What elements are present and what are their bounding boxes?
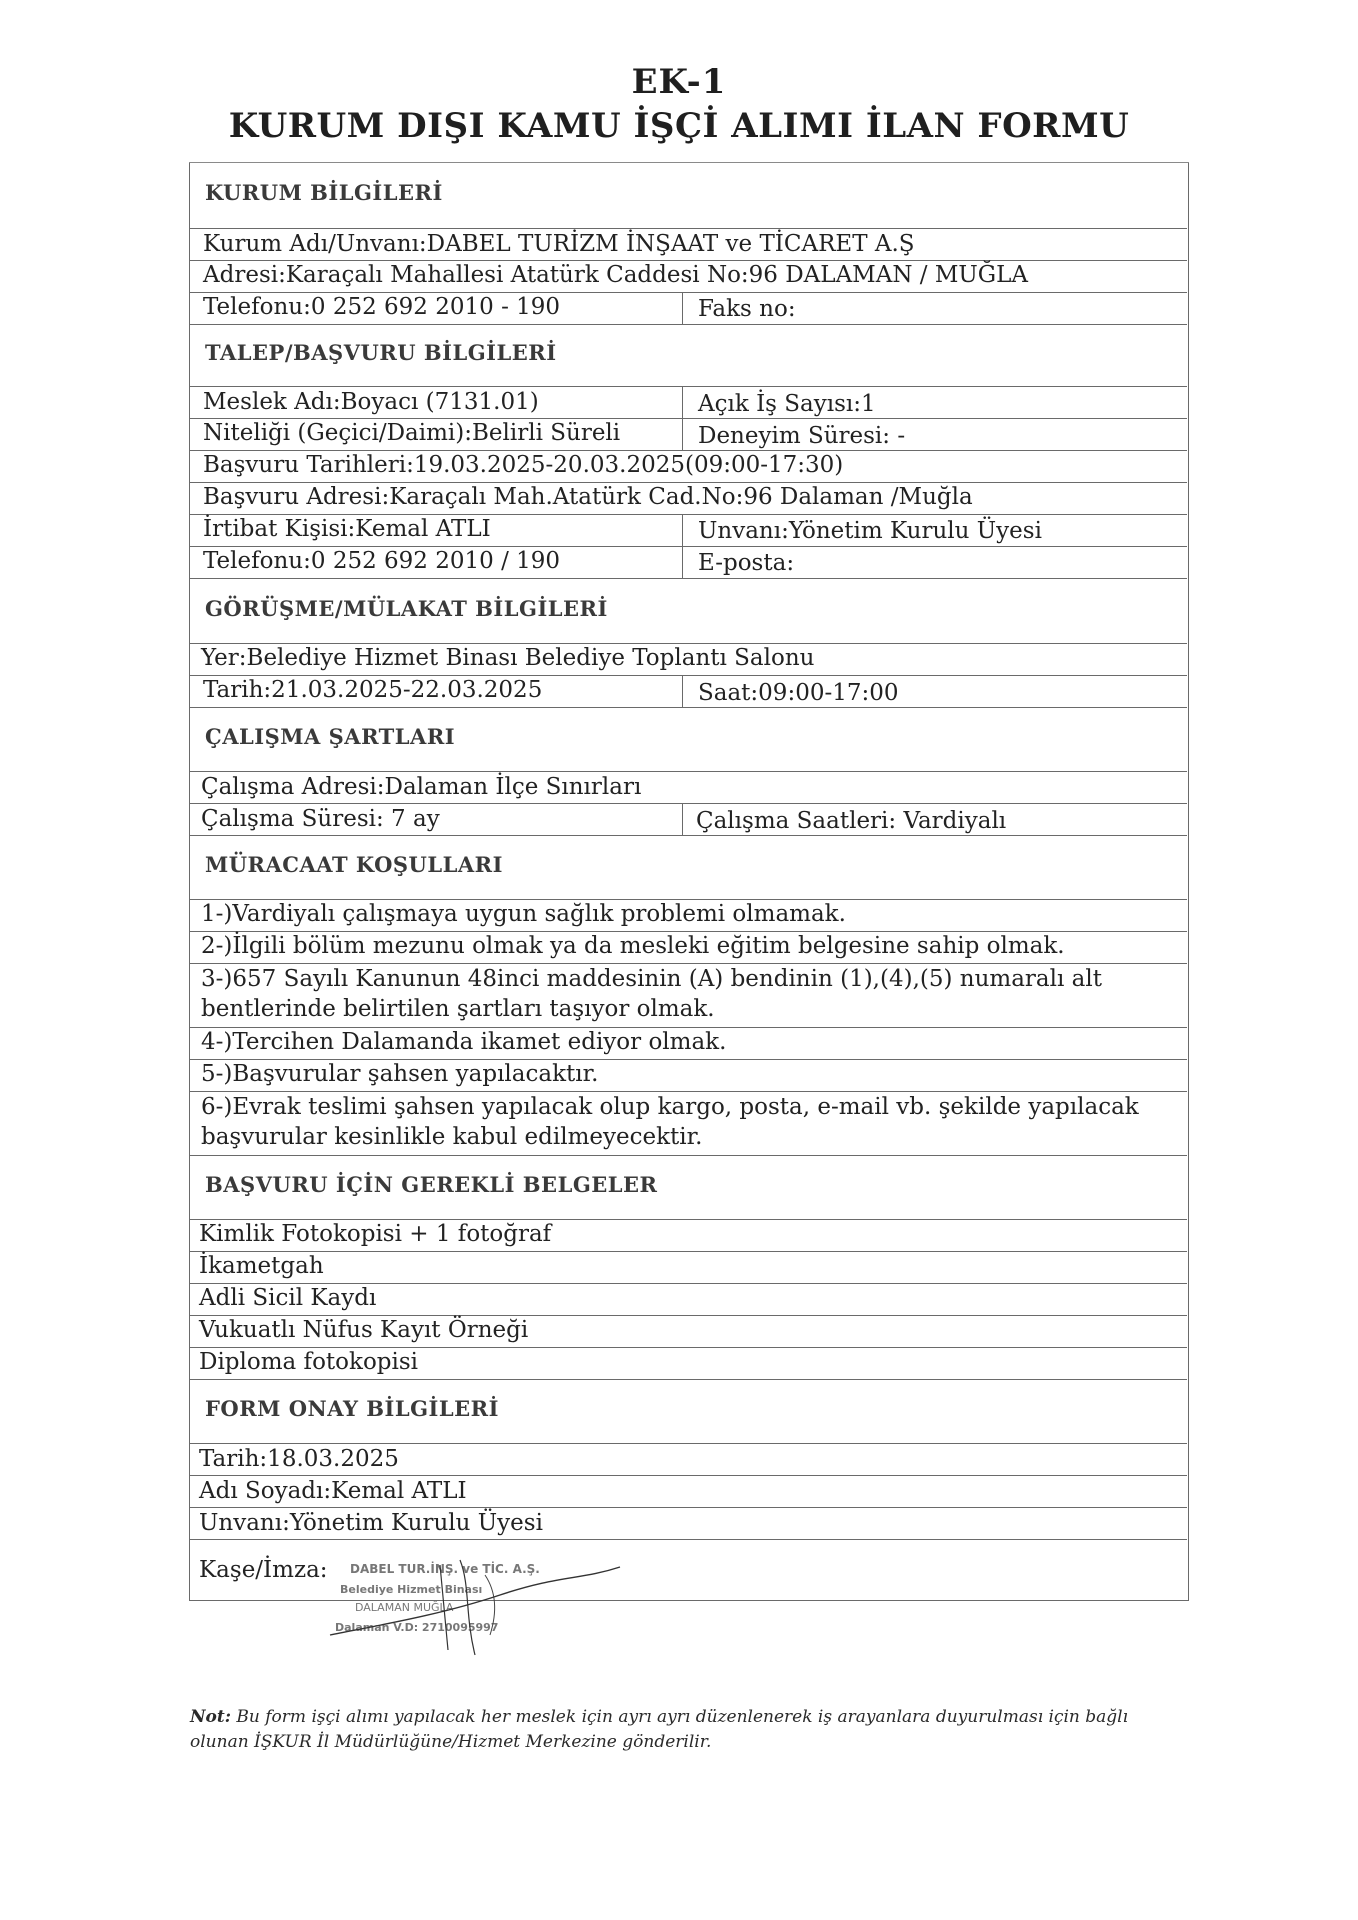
company-stamp [320, 1555, 630, 1665]
divider [189, 1443, 1187, 1444]
basvuru-adresi: Başvuru Adresi:Karaçalı Mah.Atatürk Cad.No:96 Dalaman /Muğla [203, 484, 973, 510]
belge-4: Vukuatlı Nüfus Kayıt Örneği [199, 1317, 529, 1343]
divider [189, 228, 1187, 229]
section-belgeler-heading: BAŞVURU İÇİN GEREKLİ BELGELER [205, 1172, 658, 1197]
divider [682, 675, 683, 707]
divider [189, 1059, 1187, 1060]
divider [189, 1347, 1187, 1348]
divider [189, 643, 1187, 644]
onay-tarihi: Tarih:18.03.2025 [199, 1446, 399, 1472]
acik-is-sayisi: Açık İş Sayısı:1 [698, 391, 876, 417]
stamp-line-2: Belediye Hizmet Binası [340, 1583, 483, 1596]
deneyim-suresi: Deneyim Süresi: - [698, 423, 906, 449]
divider [189, 1539, 1187, 1540]
footer-note [190, 1705, 1190, 1755]
kurum-faks: Faks no: [698, 296, 796, 322]
belge-1: Kimlik Fotokopisi + 1 fotoğraf [199, 1221, 552, 1247]
stamp-line-4: Dalaman V.D: 2710095997 [335, 1621, 499, 1634]
kurum-telefon: Telefonu:0 252 692 2010 - 190 [203, 294, 561, 320]
divider [189, 1219, 1187, 1220]
divider [189, 1507, 1187, 1508]
divider [189, 1315, 1187, 1316]
divider [189, 386, 1187, 387]
divider [189, 546, 1187, 547]
divider [189, 578, 1187, 579]
divider [189, 1251, 1187, 1252]
divider [682, 803, 683, 835]
divider [189, 1027, 1187, 1028]
kosul-4: 4-)Tercihen Dalamanda ikamet ediyor olmak. [201, 1029, 727, 1055]
form-title: KURUM DIŞI KAMU İŞÇİ ALIMI İLAN FORMU [228, 106, 1130, 146]
section-calisma-heading: ÇALIŞMA ŞARTLARI [205, 724, 456, 749]
irtibat-kisisi: İrtibat Kişisi:Kemal ATLI [203, 516, 491, 542]
divider [189, 675, 1187, 676]
onay-adi-soyadi: Adı Soyadı:Kemal ATLI [199, 1478, 467, 1504]
note-label: Not: [190, 1707, 232, 1727]
kosul-3-line1: 3-)657 Sayılı Kanunun 48inci maddesinin (A) bendinin (1),(4),(5) numaralı alt [201, 966, 1102, 992]
divider [189, 292, 1187, 293]
divider [682, 292, 683, 324]
divider [189, 707, 1187, 708]
stamp-line-3: DALAMAN MUĞLA [355, 1601, 454, 1614]
belge-2: İkametgah [199, 1253, 324, 1279]
divider [189, 1379, 1187, 1380]
belge-5: Diploma fotokopisi [199, 1349, 419, 1375]
gorusme-tarihi: Tarih:21.03.2025-22.03.2025 [203, 677, 543, 703]
section-kurum-heading: KURUM BİLGİLERİ [205, 180, 443, 205]
kosul-6-line1: 6-)Evrak teslimi şahsen yapılacak olup kargo, posta, e-mail vb. şekilde yapılacak [201, 1094, 1139, 1120]
divider [189, 931, 1187, 932]
section-gorusme-heading: GÖRÜŞME/MÜLAKAT BİLGİLERİ [205, 596, 608, 621]
calisma-adresi: Çalışma Adresi:Dalaman İlçe Sınırları [201, 774, 642, 800]
belge-3: Adli Sicil Kaydı [199, 1285, 377, 1311]
gorusme-yeri: Yer:Belediye Hizmet Binası Belediye Toplantı Salonu [201, 645, 815, 671]
kurum-adi: Kurum Adı/Unvanı:DABEL TURİZM İNŞAAT ve TİCARET A.Ş [203, 231, 915, 257]
kosul-1: 1-)Vardiyalı çalışmaya uygun sağlık problemi olmamak. [201, 901, 846, 927]
calisma-suresi: Çalışma Süresi: 7 ay [201, 806, 440, 832]
irtibat-telefonu: Telefonu:0 252 692 2010 / 190 [203, 548, 561, 574]
divider [189, 260, 1187, 261]
stamp-line-1: DABEL TUR.İNŞ. ve TİC. A.Ş. [350, 1562, 540, 1576]
kosul-6-line2: başvurular kesinlikle kabul edilmeyecektir. [201, 1124, 703, 1150]
divider [189, 450, 1187, 451]
divider [189, 899, 1187, 900]
form-frame [189, 163, 1189, 1601]
divider [189, 1155, 1187, 1156]
divider [189, 324, 1187, 325]
divider [189, 771, 1187, 772]
divider [189, 1091, 1187, 1092]
gorusme-saati: Saat:09:00-17:00 [698, 680, 899, 706]
kosul-2: 2-)İlgili bölüm mezunu olmak ya da mesleki eğitim belgesine sahip olmak. [201, 933, 1065, 959]
divider [189, 1283, 1187, 1284]
divider [189, 482, 1187, 483]
irtibat-eposta: E-posta: [698, 550, 795, 576]
irtibat-unvani: Unvanı:Yönetim Kurulu Üyesi [698, 518, 1042, 544]
onay-unvani: Unvanı:Yönetim Kurulu Üyesi [199, 1510, 543, 1536]
divider [189, 1475, 1187, 1476]
kurum-adres: Adresi:Karaçalı Mahallesi Atatürk Caddesi No:96 DALAMAN / MUĞLA [203, 262, 1029, 288]
divider [189, 835, 1187, 836]
section-muracaat-heading: MÜRACAAT KOŞULLARI [205, 852, 503, 877]
basvuru-tarihleri: Başvuru Tarihleri:19.03.2025-20.03.2025(09:00-17:30) [203, 452, 844, 478]
niteligi: Niteliği (Geçici/Daimi):Belirli Süreli [203, 420, 621, 446]
section-onay-heading: FORM ONAY BİLGİLERİ [205, 1396, 499, 1421]
form-code: EK-1 [631, 62, 727, 102]
divider [189, 418, 1187, 419]
note-text: Bu form işçi alımı yapılacak her meslek için ayrı ayrı düzenlenerek iş arayanlara duyurulması için bağlı olunan İŞKUR İl Müdürlüğüne/Hizmet Merkezine gönderilir. [190, 1707, 1129, 1752]
meslek-adi: Meslek Adı:Boyacı (7131.01) [203, 389, 539, 415]
divider [189, 963, 1187, 964]
divider [189, 514, 1187, 515]
calisma-saatleri: Çalışma Saatleri: Vardiyalı [696, 808, 1007, 834]
kosul-3-line2: bentlerinde belirtilen şartları taşıyor olmak. [201, 996, 715, 1022]
kase-imza-label: Kaşe/İmza: [199, 1557, 328, 1583]
divider [189, 803, 1187, 804]
kosul-5: 5-)Başvurular şahsen yapılacaktır. [201, 1061, 599, 1087]
section-talep-heading: TALEP/BAŞVURU BİLGİLERİ [205, 340, 557, 365]
